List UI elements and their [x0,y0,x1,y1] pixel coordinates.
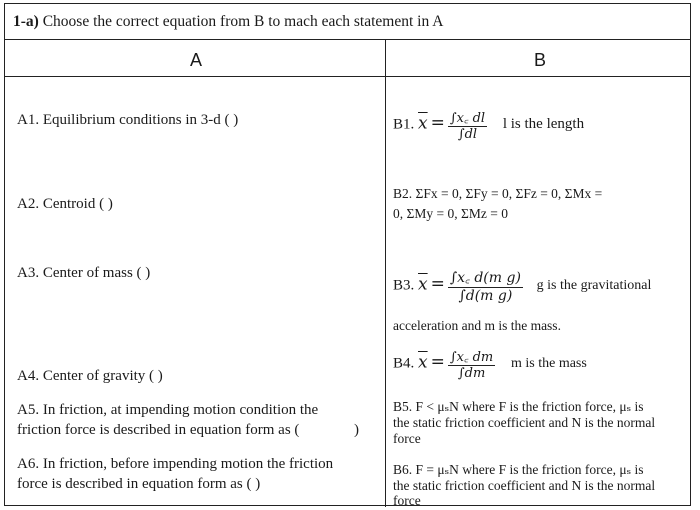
equation-b3-denominator: ∫d(m g) [458,288,513,304]
equation-b3-fraction [448,268,523,304]
column-a-header: A [190,50,203,70]
equation-b1-numerator: ∫x꜀ dl [448,108,487,127]
equation-b4 [393,347,587,381]
equation-b1-fraction [448,108,487,142]
equation-b1 [393,108,584,142]
x-bar-symbol: $\overline{x}$ [418,352,428,373]
equation-b3-numerator: ∫x꜀ d(m g) [449,270,521,286]
equation-b2-line2: 0, ΣMy = 0, ΣMz = 0 [393,206,508,221]
equation-b4-numerator: ∫x꜀ dm [448,347,495,366]
statement-a6-line2: force is described in equation form as ( ) [17,476,261,492]
statement-a5-line1: A5. In friction, at impending motion condition the [17,402,319,418]
equation-b3-label: B3. [393,277,415,294]
equals-sign: = [430,274,445,295]
x-bar-symbol: $\overline{x}$ [418,274,428,295]
statement-a1: A1. Equilibrium conditions in 3-d ( ) [17,112,239,128]
equation-b4-fraction [448,347,495,381]
equation-b2-line1: B2. ΣFx = 0, ΣFy = 0, ΣFz = 0, ΣMx = [393,186,603,201]
equals-sign: = [430,113,445,134]
statement-a4: A4. Center of gravity ( ) [17,368,163,384]
equation-b6-line2: the static friction coefficient and N is the normal [393,478,656,493]
equation-b6-line1: B6. F = μₛN where F is the friction force, μₛ is [393,462,644,477]
equation-b4-note: m is the mass [511,356,587,372]
question-table [4,3,691,506]
equation-b3 [393,268,651,304]
equation-b6-line3: force [393,493,421,508]
equation-b4-label: B4. [393,355,415,372]
equation-b3-note: g is the gravitational [536,278,652,294]
question-text: Choose the correct equation from B to mach each statement in A [42,13,444,30]
equation-b3-line2: acceleration and m is the mass. [393,318,561,333]
equals-sign: = [430,352,445,373]
equation-b5-line1: B5. F < μₛN where F is the friction force, μₛ is [393,399,644,414]
x-bar-symbol: $\overline{x}$ [418,113,428,134]
header-divider [5,76,690,77]
equation-b1-denominator: ∫dl [457,127,478,142]
statement-a5-line2: friction force is described in equation form as ( [17,422,300,438]
question-number: 1-a) [13,13,39,30]
statement-a3: A3. Center of mass ( ) [17,265,151,281]
equation-b5-line2: the static friction coefficient and N is the normal [393,415,656,430]
statement-a6-line1: A6. In friction, before impending motion the friction [17,456,334,472]
column-divider [385,40,386,507]
equation-b1-note: l is the length [502,116,585,133]
equation-b1-label: B1. [393,116,415,133]
statement-a5-blank: ) [354,422,359,438]
statement-a2: A2. Centroid ( ) [17,196,113,212]
column-b-header: B [534,50,547,70]
equation-b4-denominator: ∫dm [457,366,486,381]
equation-b5-line3: force [393,431,421,446]
question-title [5,4,690,40]
